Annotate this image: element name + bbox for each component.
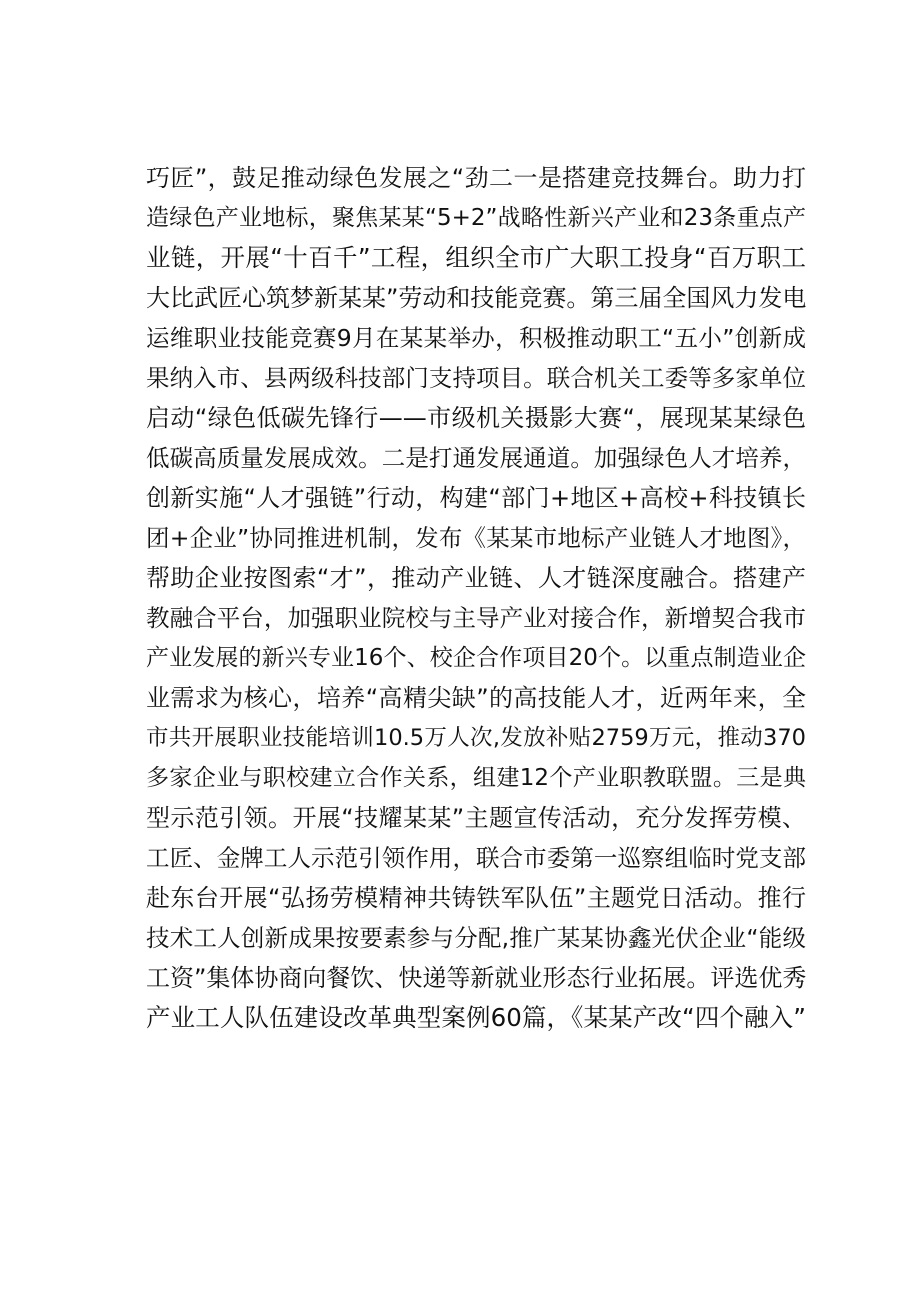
text-line: 产业发展的新兴专业16个、校企合作项目20个。以重点制造业企 — [146, 645, 806, 671]
text-line: 启动“绿色低碳先锋行——市级机关摄影大赛“，展现某某绿色 — [146, 404, 806, 432]
text-line: 巧匠”，鼓足推动绿色发展之“劲二一是搭建竞技舞台。助力打 — [146, 164, 806, 192]
text-line: 赴东台开展“弘扬劳模精神共铸铁军队伍”主题党日活动。推行 — [146, 884, 806, 912]
text-line: 型示范引领。开展“技耀某某”主题宣传活动，充分发挥劳模、 — [146, 804, 806, 832]
text-line: 果纳入市、县两级科技部门支持项目。联合机关工委等多家单位 — [146, 364, 806, 392]
text-line: 市共开展职业技能培训10.5万人次,发放补贴2759万元，推动370 — [146, 725, 806, 751]
text-line: 大比武匠心筑梦新某某”劳动和技能竞赛。第三届全国风力发电 — [146, 284, 807, 312]
text-line: 教融合平台，加强职业院校与主导产业对接合作，新增契合我市 — [146, 604, 806, 632]
text-line: 业需求为核心，培养“高精尖缺”的高技能人才，近两年来，全 — [146, 684, 806, 712]
text-line: 帮助企业按图索“才”，推动产业链、人才链深度融合。搭建产 — [146, 564, 806, 592]
text-line: 团+企业”协同推进机制，发布《某某市地标产业链人才地图》， — [146, 524, 806, 552]
text-line: 业链，开展“十百千”工程，组织全市广大职工投身“百万职工 — [146, 243, 806, 272]
text-line: 多家企业与职校建立合作关系，组建12个产业职教联盟。三是典 — [146, 765, 806, 791]
text-line: 低碳高质量发展成效。二是打通发展通道。加强绿色人才培养， — [146, 444, 806, 472]
body-paragraph — [146, 158, 806, 1038]
text-line: 工资”集体协商向餐饮、快递等新就业形态行业拓展。评选优秀 — [146, 964, 807, 992]
text-line: 工匠、金牌工人示范引领作用，联合市委第一巡察组临时党支部 — [146, 844, 806, 872]
text-line: 造绿色产业地标，聚焦某某“5+2”战略性新兴产业和23条重点产 — [146, 205, 806, 231]
text-line: 运维职业技能竞赛9月在某某举办，积极推动职工“五小”创新成 — [146, 324, 806, 352]
text-line: 技术工人创新成果按要素参与分配,推广某某协鑫光伏企业“能级 — [146, 924, 806, 952]
text-line: 创新实施“人才强链”行动，构建“部门+地区+高校+科技镇长 — [146, 484, 806, 512]
text-line: 产业工人队伍建设改革典型案例60篇，《某某产改“四个融入” — [146, 1003, 806, 1032]
